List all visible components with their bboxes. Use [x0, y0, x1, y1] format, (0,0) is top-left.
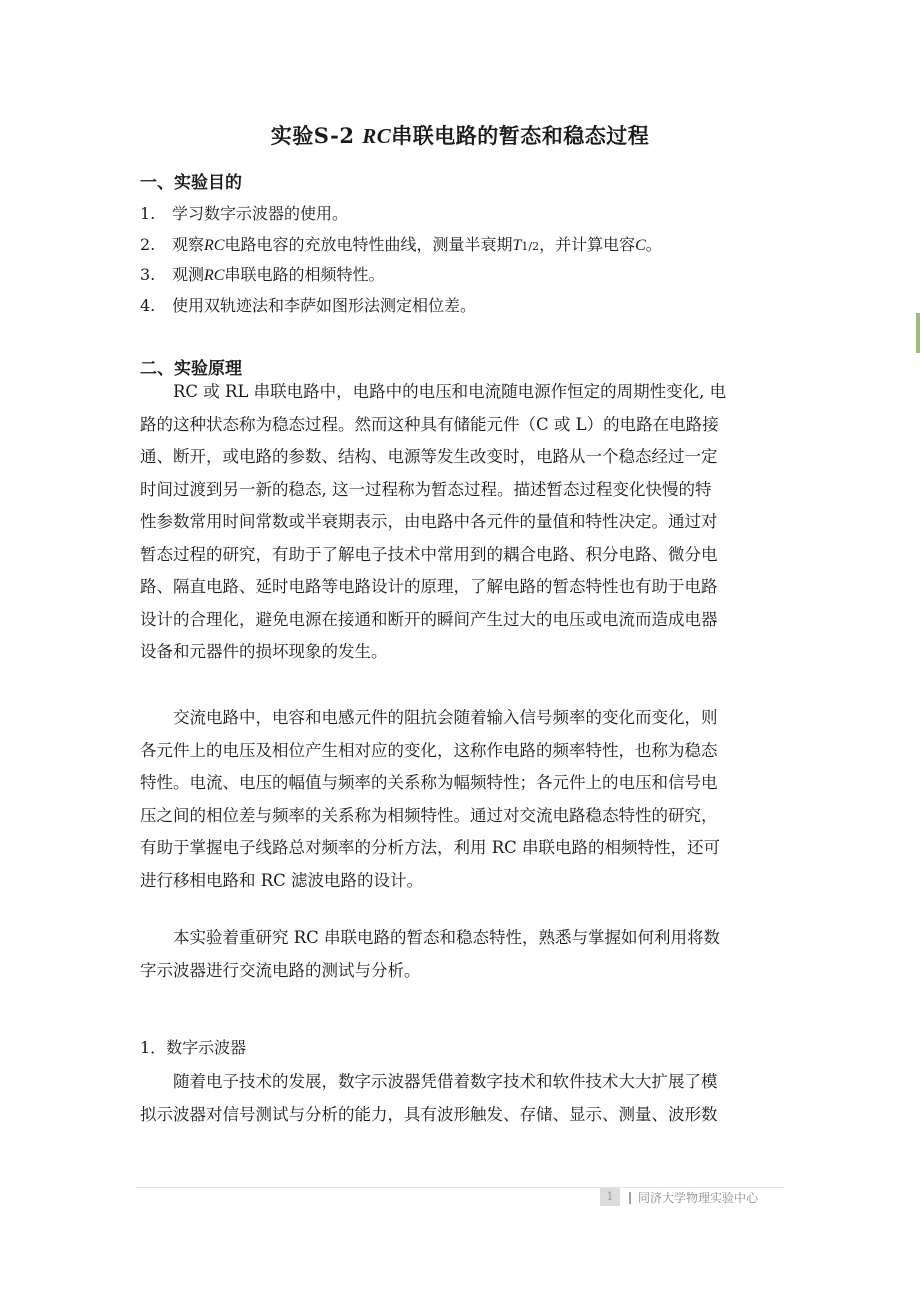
paragraph-line: 进行移相电路和 RC 滤波电路的设计。 — [140, 870, 424, 890]
page-title — [0, 120, 920, 150]
subsection-heading-oscilloscope: 1．数字示波器 — [140, 1038, 247, 1057]
paragraph-line: 设计的合理化，避免电源在接通和断开的瞬间产生过大的电压或电流而造成电器 — [140, 609, 718, 629]
paragraph-line: 特性。电流、电压的幅值与频率的关系称为幅频特性；各元件上的电压和信号电 — [140, 773, 718, 792]
paragraph-1 — [140, 376, 785, 669]
paragraph-line: 随着电子技术的发展，数字示波器凭借着数字技术和软件技术大大扩展了模 — [173, 1072, 718, 1091]
paragraph-line: 有助于掌握电子线路总对频率的分析方法，利用 RC 串联电路的相频特性，还可 — [140, 838, 721, 857]
paragraph-line: 路的这种状态称为稳态过程。然而这种具有储能元件（C 或 L）的电路在电路接 — [140, 414, 719, 434]
objective-item-4: 4. 使用双轨迹法和李萨如图形法测定相位差。 — [140, 296, 477, 315]
title-prefix: 实验S-2 — [270, 123, 355, 148]
paragraph-line: 性参数常用时间常数或半衰期表示，由电路中各元件的量值和特性决定。通过对 — [140, 512, 718, 531]
paragraph-4 — [140, 1066, 785, 1131]
title-rest: 串联电路的暂态和稳态过程 — [391, 123, 650, 148]
paragraph-line: 各元件上的电压及相位产生相对应的变化，这称作电路的频率特性，也称为稳态 — [140, 740, 718, 760]
footer-organization: 同济大学物理实验中心 — [638, 1190, 759, 1205]
paragraph-line: 通、断开，或电路的参数、结构、电源等发生改变时，电路从一个稳态经过一定 — [140, 447, 718, 466]
objective-item-1: 1. 学习数字示波器的使用。 — [140, 204, 349, 223]
page-footer — [600, 1188, 758, 1206]
section-heading-principles: 二、实验原理 — [140, 359, 242, 379]
paragraph-line: RC 或 RL 串联电路中，电路中的电压和电流随电源作恒定的周期性变化, 电 — [173, 382, 727, 401]
page-number: 1 — [600, 1188, 620, 1206]
paragraph-line: 压之间的相位差与频率的关系称为相频特性。通过对交流电路稳态特性的研究， — [140, 805, 718, 825]
paragraph-line: 暂态过程的研究，有助于了解电子技术中常用到的耦合电路、积分电路、微分电 — [140, 544, 718, 564]
margin-tab — [916, 313, 920, 353]
paragraph-line: 时间过渡到另一新的稳态, 这一过程称为暂态过程。描述暂态过程变化快慢的特 — [140, 479, 712, 499]
section-heading-objectives: 一、实验目的 — [140, 173, 242, 193]
paragraph-line: 设备和元器件的损坏现象的发生。 — [140, 642, 388, 661]
paragraph-3 — [140, 922, 785, 987]
footer-separator: | — [628, 1190, 633, 1204]
title-rc: RC — [362, 124, 392, 148]
objective-item-2: 2. 观察RC电路电容的充放电特性曲线，测量半衰期T1/2，并计算电容C。 — [140, 235, 662, 254]
paragraph-line: 交流电路中，电容和电感元件的阻抗会随着输入信号频率的变化而变化，则 — [173, 708, 718, 727]
paragraph-line: 字示波器进行交流电路的测试与分析。 — [140, 960, 421, 980]
paragraph-line: 路、隔直电路、延时电路等电路设计的原理，了解电路的暂态特性也有助于电路 — [140, 577, 718, 596]
objective-item-3: 3. 观测RC串联电路的相频特性。 — [140, 265, 385, 284]
paragraph-2 — [140, 702, 785, 897]
paragraph-line: 拟示波器对信号测试与分析的能力，具有波形触发、存储、显示、测量、波形数 — [140, 1104, 718, 1124]
paragraph-line: 本实验着重研究 RC 串联电路的暂态和稳态特性，熟悉与掌握如何利用将数 — [173, 928, 721, 947]
